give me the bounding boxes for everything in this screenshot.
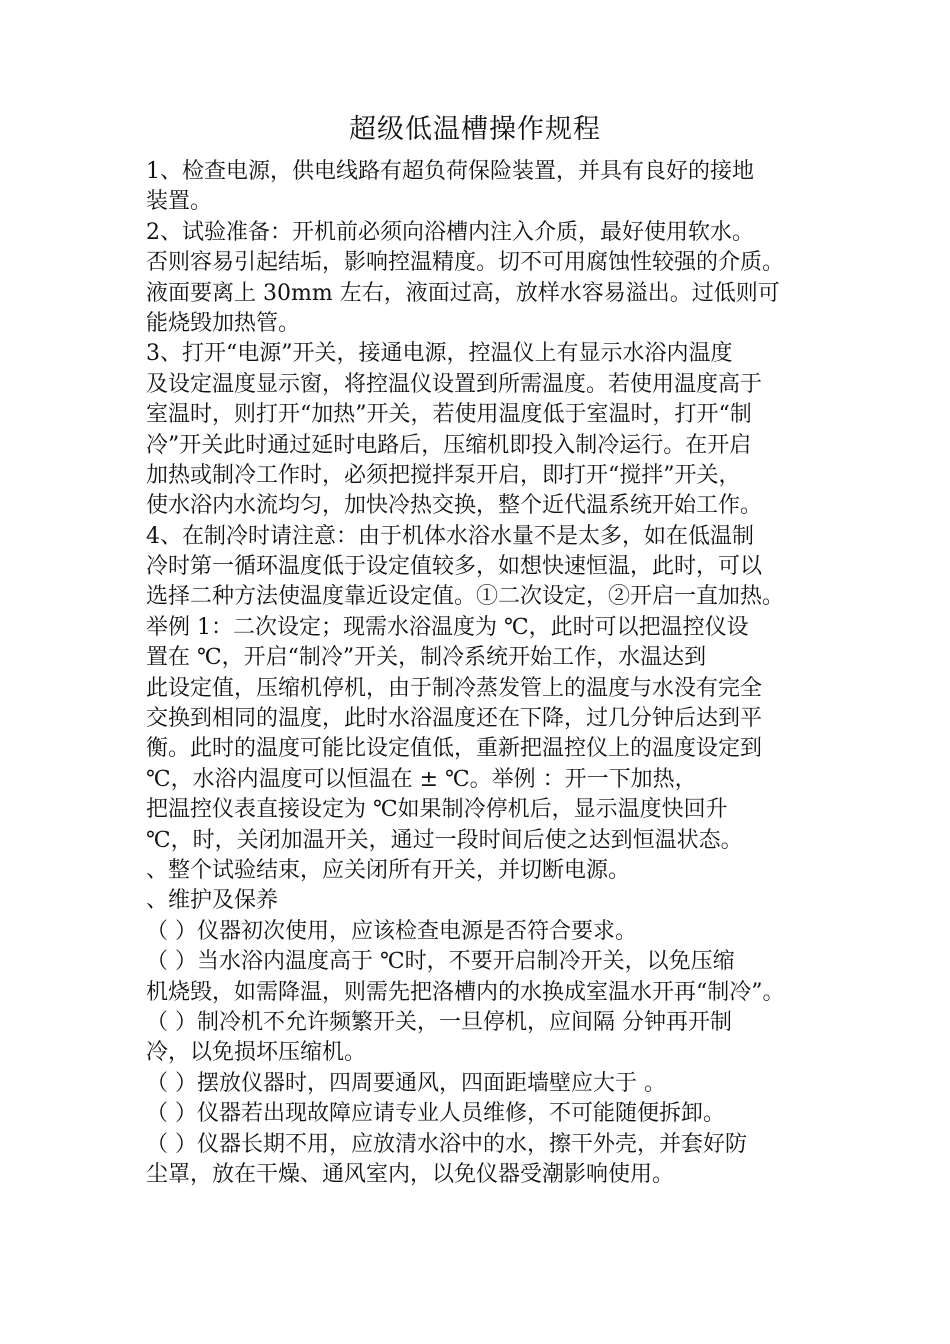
text-line: （ ）仪器若出现故障应请专业人员维修，不可能随便拆卸。 (146, 1101, 725, 1127)
text-line: （ ）摆放仪器时，四周要通风，四面距墙壁应大于 。 (146, 1070, 666, 1096)
text-line: 、整个试验结束，应关闭所有开关，并切断电源。 (146, 857, 631, 883)
text-line: 举例 1：二次设定；现需水浴温度为 ℃，此时可以把温控仪设 (146, 614, 749, 640)
text-line: 4、在制冷时请注意：由于机体水浴水量不是太多，如在低温制 (146, 523, 754, 549)
text-line: 尘罩，放在干燥、通风室内，以免仪器受潮影响使用。 (146, 1161, 675, 1187)
text-line: 1、检查电源，供电线路有超负荷保险装置，并具有良好的接地 (146, 159, 754, 184)
text-line: 冷，以免损坏压缩机。 (146, 1040, 367, 1066)
text-line: 衡。此时的温度可能比设定值低，重新把温控仪上的温度设定到 (146, 736, 763, 762)
document-body (146, 157, 810, 1190)
text-line: 液面要离上 30mm 左右，液面过高，放样水容易溢出。过低则可 (146, 280, 780, 306)
text-line: 机烧毁，如需降温，则需先把洛槽内的水换成室温水开再“制冷”。 (146, 979, 785, 1005)
text-line: 3、打开“电源”开关，接通电源，控温仪上有显示水浴内温度 (146, 341, 733, 367)
text-line: 能烧毁加热管。 (146, 310, 301, 336)
text-line: （ ）仪器长期不用，应放清水浴中的水，擦干外壳，并套好防 (146, 1131, 747, 1157)
text-line: 室温时，则打开“加热”开关，若使用温度低于室温时，打开“制 (146, 402, 752, 428)
text-line: （ ）仪器初次使用，应该检查电源是否符合要求。 (146, 918, 637, 944)
text-line: （ ）制冷机不允许频繁开关，一旦停机，应间隔 分钟再开制 (146, 1009, 732, 1035)
text-line: 2、试验准备：开机前必须向浴槽内注入介质，最好使用软水。 (146, 219, 754, 245)
text-line: 交换到相同的温度，此时水浴温度还在下降，过几分钟后达到平 (146, 706, 763, 732)
text-line: 此设定值，压缩机停机，由于制冷蒸发管上的温度与水没有完全 (146, 675, 763, 701)
text-line: ℃，水浴内温度可以恒温在 ± ℃。举例 ：开一下加热， (146, 766, 697, 792)
text-line: 否则容易引起结垢，影响控温精度。切不可用腐蚀性较强的介质。 (146, 250, 785, 276)
text-line: 冷”开关此时通过延时电路后，压缩机即投入制冷运行。在开启 (146, 432, 752, 458)
text-line: 冷时第一循环温度低于设定值较多，如想快速恒温，此时，可以 (146, 554, 763, 580)
text-line: 置在 ℃，开启“制冷”开关，制冷系统开始工作，水温达到 (146, 645, 707, 671)
text-line: 把温控仪表直接设定为 ℃如果制冷停机后，显示温度快回升 (146, 797, 728, 823)
text-line: 使水浴内水流均匀，加快冷热交换，整个近代温系统开始工作。 (146, 493, 763, 519)
text-line: （ ）当水浴内温度高于 ℃时，不要开启制冷开关，以免压缩 (146, 949, 735, 975)
text-line: 选择二种方法使温度靠近设定值。①二次设定，②开启一直加热。 (146, 584, 785, 610)
text-line: 装置。 (146, 189, 213, 215)
text-line: 、维护及保养 (146, 888, 279, 914)
text-line: 加热或制冷工作时，必须把搅拌泵开启，即打开“搅拌”开关， (146, 462, 741, 488)
document-title: 超级低温槽操作规程 (349, 114, 601, 145)
text-line: 及设定温度显示窗，将控温仪设置到所需温度。若使用温度高于 (146, 371, 763, 397)
text-line: ℃，时，关闭加温开关，通过一段时间后使之达到恒温状态。 (146, 827, 743, 853)
